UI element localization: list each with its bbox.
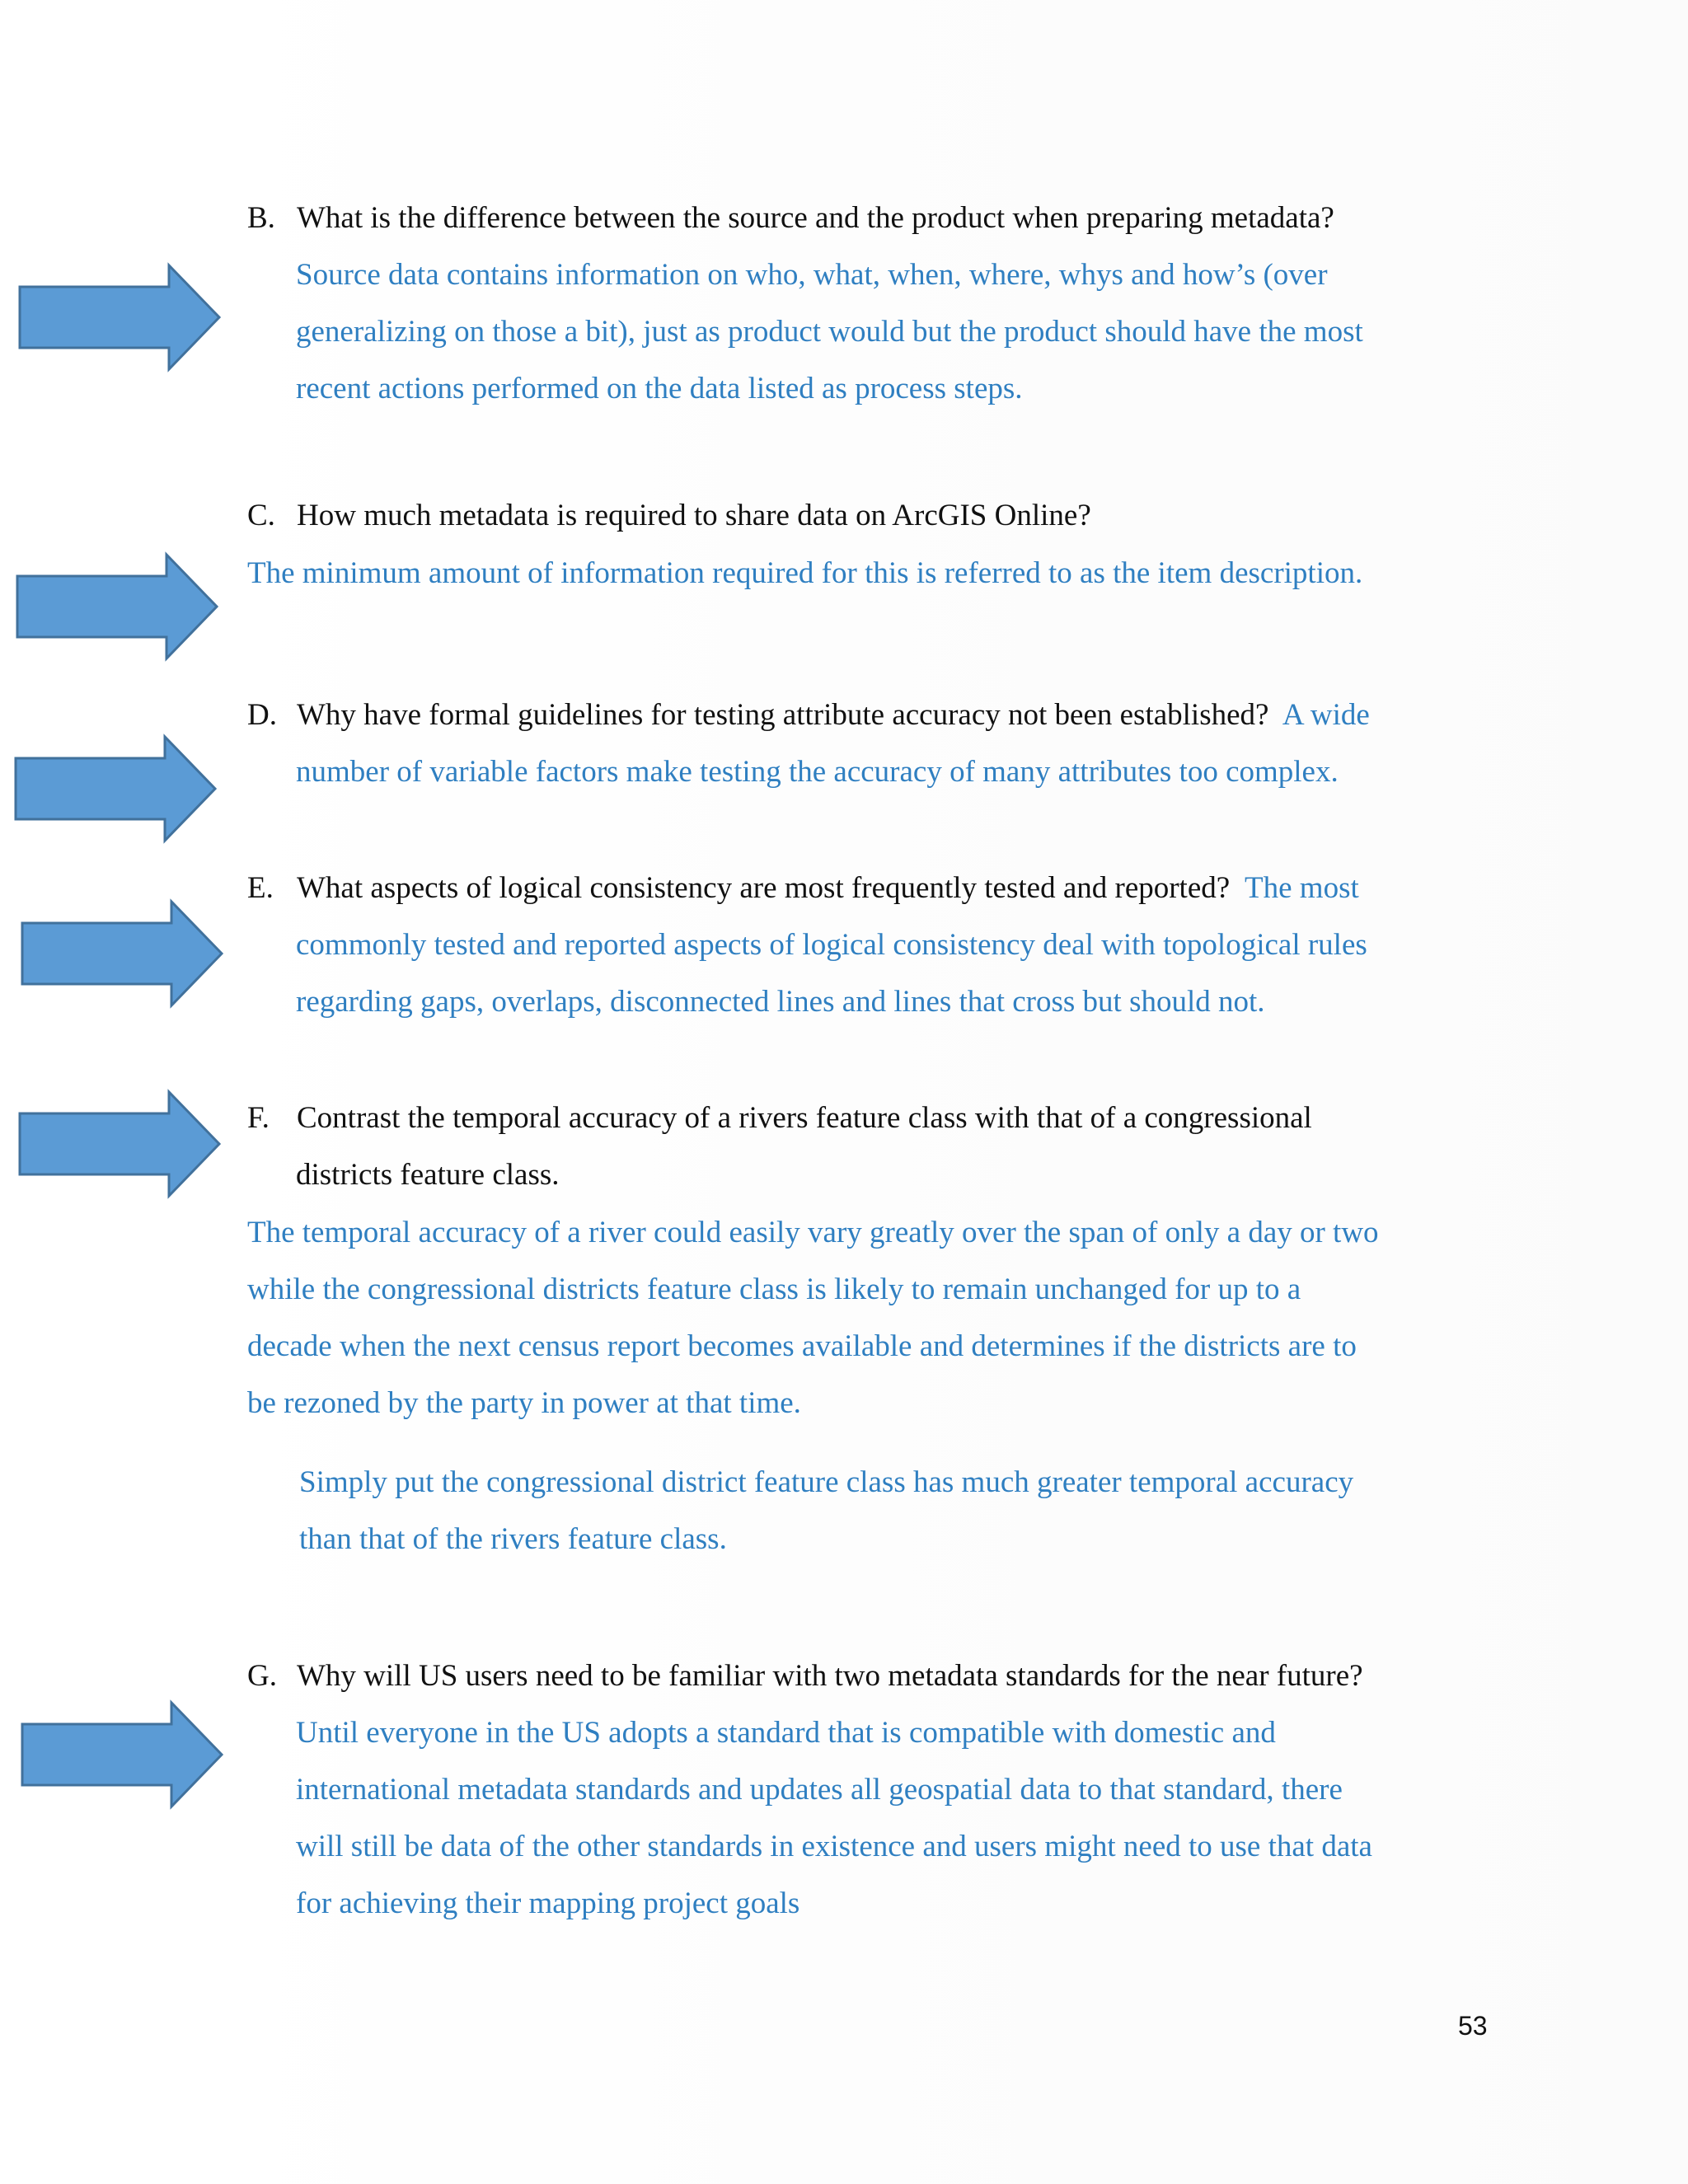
- answer-g-line-2: international metadata standards and updates all geospatial data to that standard, there: [296, 1773, 1343, 1807]
- question-f: [247, 1099, 1312, 1137]
- question-f-line-2: districts feature class.: [296, 1158, 560, 1192]
- summary-f-line-2: than that of the rivers feature class.: [299, 1522, 727, 1556]
- right-arrow-icon: [16, 262, 223, 373]
- answer-f-line-4: be rezoned by the party in power at that time.: [247, 1386, 801, 1420]
- question-text: What aspects of logical consistency are most frequently tested and reported?: [297, 871, 1231, 905]
- question-letter: C.: [247, 499, 275, 532]
- answer-d-inline: A wide: [1282, 698, 1370, 732]
- right-arrow-icon: [14, 551, 220, 662]
- answer-b-line-3: recent actions performed on the data listed as process steps.: [296, 372, 1023, 405]
- question-text: How much metadata is required to share data on ArcGIS Online?: [297, 499, 1091, 532]
- answer-g-line-4: for achieving their mapping project goals: [296, 1886, 800, 1920]
- right-arrow-icon: [19, 1699, 225, 1810]
- question-text: What is the difference between the source and the product when preparing metadata?: [297, 201, 1334, 235]
- answer-b-line-1: Source data contains information on who, what, when, where, whys and how’s (over: [296, 258, 1328, 292]
- question-d: [247, 696, 1370, 734]
- question-letter: B.: [247, 201, 275, 235]
- question-letter: D.: [247, 698, 277, 732]
- question-text: Contrast the temporal accuracy of a rivers feature class with that of a congressional: [297, 1101, 1312, 1135]
- question-g: [247, 1657, 1363, 1695]
- answer-e-inline: The most: [1245, 871, 1359, 905]
- right-arrow-icon: [19, 898, 225, 1009]
- question-letter: F.: [247, 1101, 270, 1135]
- answer-b-line-2: generalizing on those a bit), just as product would but the product should have the most: [296, 315, 1363, 349]
- summary-f-line-1: Simply put the congressional district feature class has much greater temporal accuracy: [299, 1465, 1354, 1499]
- question-text: Why will US users need to be familiar with two metadata standards for the near future?: [297, 1659, 1363, 1693]
- right-arrow-icon: [16, 1089, 223, 1199]
- page-number: 53: [1458, 2011, 1488, 2041]
- question-c: [247, 497, 1091, 535]
- question-letter: G.: [247, 1659, 277, 1693]
- answer-g-line-3: will still be data of the other standards in existence and users might need to use that data: [296, 1830, 1372, 1863]
- answer-e-line-2: regarding gaps, overlaps, disconnected lines and lines that cross but should not.: [296, 985, 1265, 1019]
- answer-e-line-1: commonly tested and reported aspects of logical consistency deal with topological rules: [296, 928, 1367, 962]
- answer-d-line-1: number of variable factors make testing the accuracy of many attributes too complex.: [296, 755, 1339, 789]
- question-letter: E.: [247, 871, 274, 905]
- question-b: [247, 199, 1334, 237]
- answer-f-line-2: while the congressional districts feature class is likely to remain unchanged for up to a: [247, 1272, 1301, 1306]
- question-text: Why have formal guidelines for testing attribute accuracy not been established?: [297, 698, 1269, 732]
- answer-f-line-3: decade when the next census report becomes available and determines if the districts are to: [247, 1329, 1357, 1363]
- answer-f-line-1: The temporal accuracy of a river could easily vary greatly over the span of only a day or two: [247, 1216, 1379, 1249]
- answer-g-line-1: Until everyone in the US adopts a standard that is compatible with domestic and: [296, 1716, 1276, 1750]
- right-arrow-icon: [12, 733, 218, 844]
- question-e: [247, 869, 1359, 907]
- answer-c-line-1: The minimum amount of information required for this is referred to as the item description.: [247, 556, 1363, 590]
